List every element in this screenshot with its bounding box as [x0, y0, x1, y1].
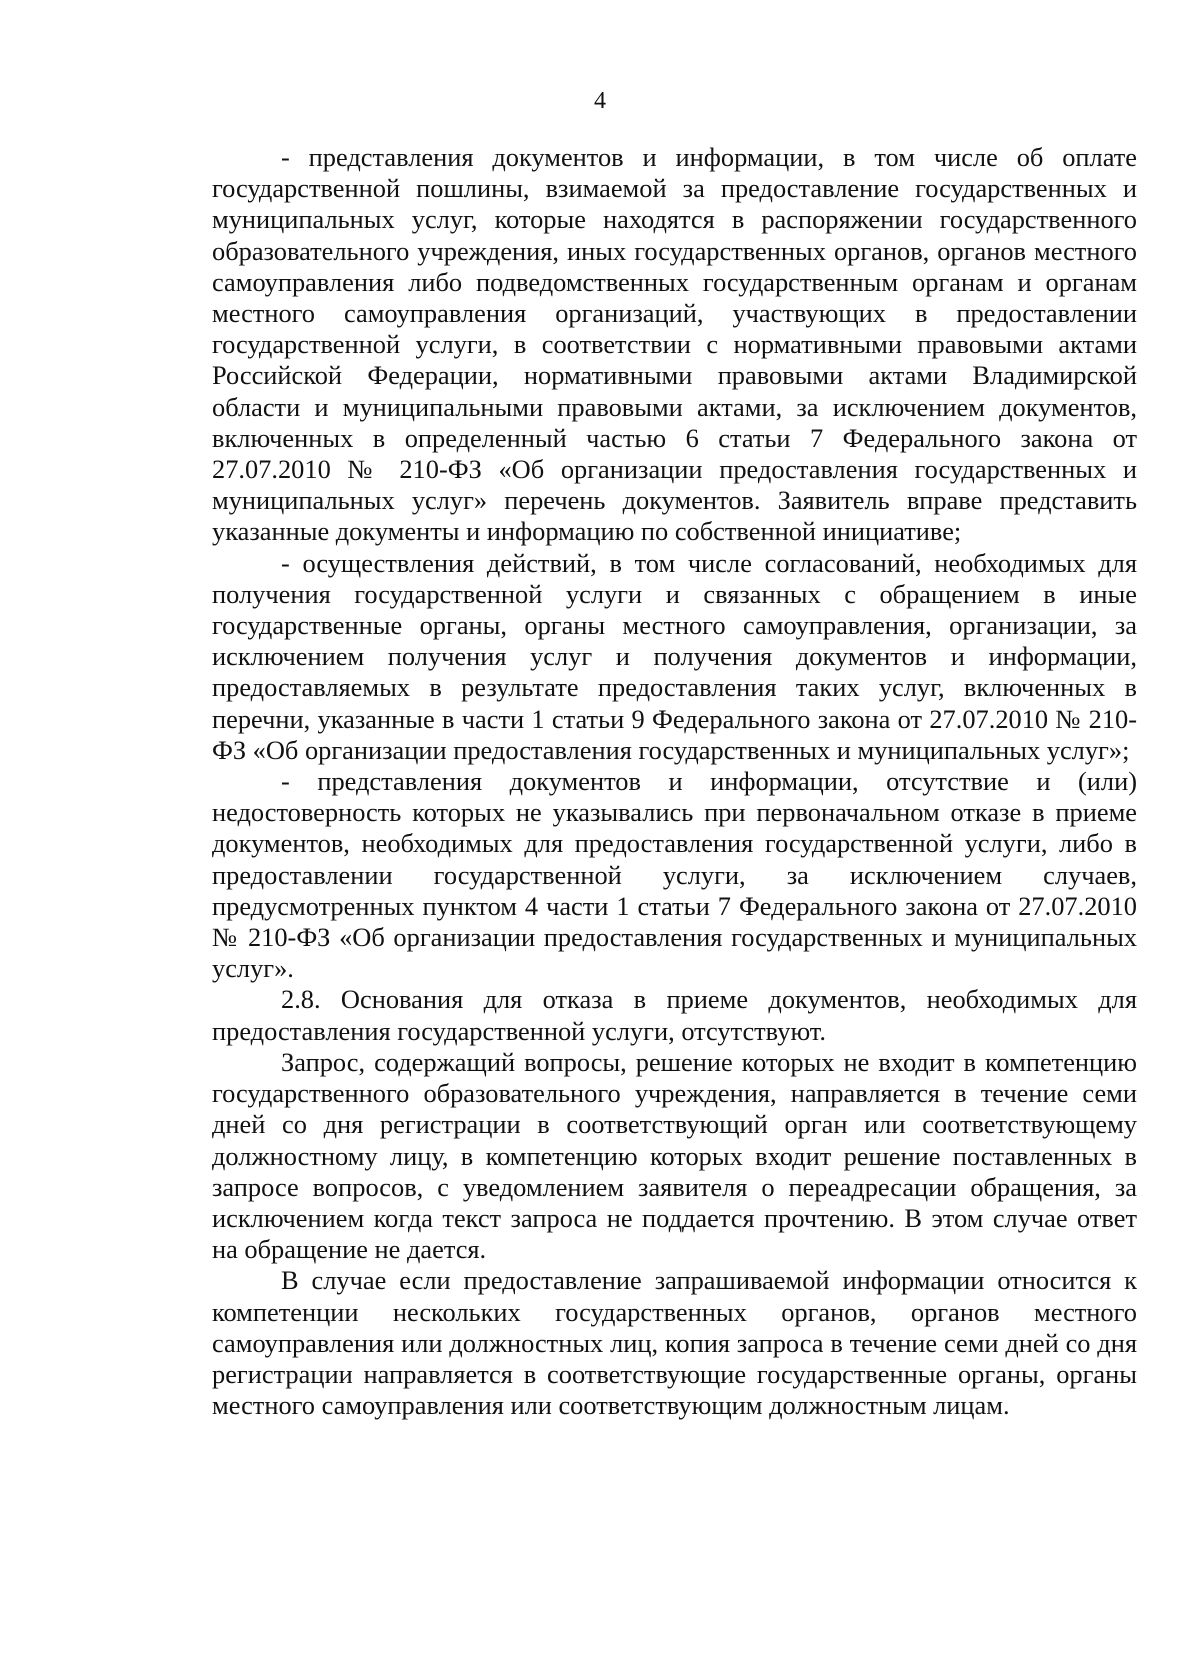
paragraph-section-2-8: 2.8. Основания для отказа в приеме документов, необходимых для предоставления государственной услуги, отсутствуют.: [212, 984, 1137, 1046]
paragraph-actions-approvals: - осуществления действий, в том числе согласований, необходимых для получения государственной услуги и связанных с обращением в иные государственные органы, органы местного самоуправления, организации, за исключением получения услуг и получения документов и информации, предоставляемых в результате предоставления таких услуг, включенных в перечни, указанные в части 1 статьи 9 Федерального закона от 27.07.2010 № 210-ФЗ «Об организации предоставления государственных и муниципальных услуг»;: [212, 547, 1137, 765]
document-body: [212, 142, 1137, 1421]
paragraph-missing-documents: - представления документов и информации, отсутствие и (или) недостоверность которых не указывались при первоначальном отказе в приеме документов, необходимых для предоставления государственной услуги, либо в предоставлении государственной услуги, за исключением случаев, предусмотренных пунктом 4 части 1 статьи 7 Федерального закона от 27.07.2010 № 210-ФЗ «Об организации предоставления государственных и муниципальных услуг».: [212, 766, 1137, 984]
page-number: 4: [594, 88, 606, 114]
paragraph-multiple-authorities: В случае если предоставление запрашиваемой информации относится к компетенции нескольких государственных органов, органов местного самоуправления или должностных лиц, копия запроса в течение семи дней со дня регистрации направляется в соответствующие государственные органы, органы местного самоуправления или соответствующим должностным лицам.: [212, 1265, 1137, 1421]
paragraph-documents-information: - представления документов и информации, в том числе об оплате государственной пошлины, взимаемой за предоставление государственных и муниципальных услуг, которые находятся в распоряжении государственного образовательного учреждения, иных государственных органов, органов местного самоуправления либо подведомственных государственным органам и органам местного самоуправления организаций, участвующих в предоставлении государственной услуги, в соответствии с нормативными правовыми актами Российской Федерации, нормативными правовыми актами Владимирской области и муниципальными правовыми актами, за исключением документов, включенных в определенный частью 6 статьи 7 Федерального закона от 27.07.2010 № 210-ФЗ «Об организации предоставления государственных и муниципальных услуг» перечень документов. Заявитель вправе представить указанные документы и информацию по собственной инициативе;: [212, 142, 1137, 547]
paragraph-request-redirect: Запрос, содержащий вопросы, решение которых не входит в компетенцию государственного образовательного учреждения, направляется в течение семи дней со дня регистрации в соответствующий орган или соответствующему должностному лицу, в компетенцию которых входит решение поставленных в запросе вопросов, с уведомлением заявителя о переадресации обращения, за исключением когда текст запроса не поддается прочтению. В этом случае ответ на обращение не дается.: [212, 1046, 1137, 1265]
